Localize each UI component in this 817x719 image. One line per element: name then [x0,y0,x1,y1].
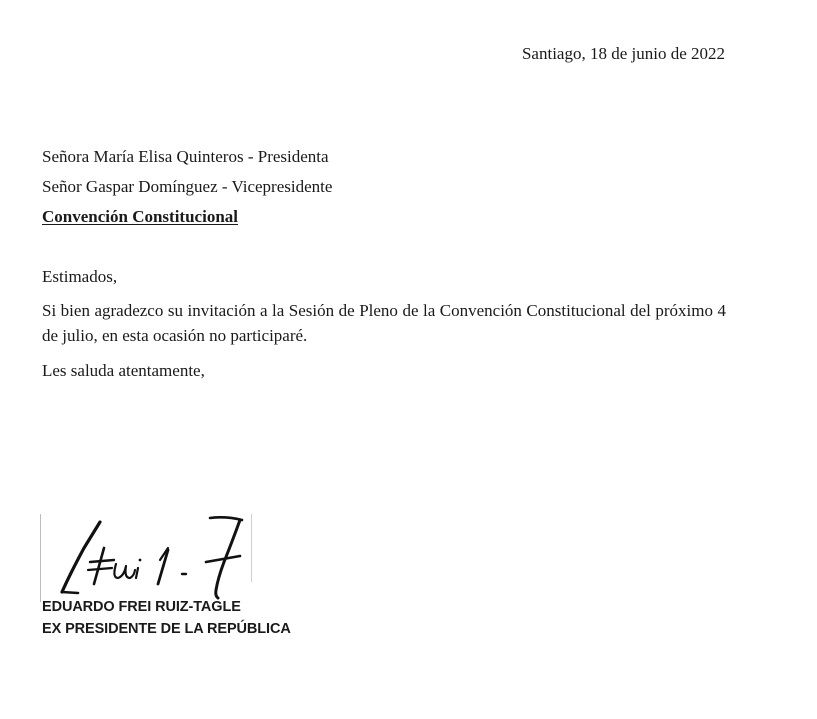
body-paragraph: Si bien agradezco su invitación a la Sesión de Pleno de la Convención Constitucional del próximo 4 de julio, en esta ocasión no participaré. [42,301,726,345]
addressee-organization: Convención Constitucional [42,207,238,226]
closing-line: Les saluda atentamente, [42,361,205,380]
signer-block [42,596,291,640]
date-line: Santiago, 18 de junio de 2022 [521,44,725,63]
greeting: Estimados, [42,267,118,286]
signer-title: EX PRESIDENTE DE LA REPÚBLICA [42,621,291,637]
signer-name: EDUARDO FREI RUIZ-TAGLE [42,599,241,615]
addressee-block [42,142,332,232]
signature-image [40,512,254,602]
addressee-line-vicepresident: Señor Gaspar Domínguez - Vicepresidente [42,177,333,196]
handwritten-signature-icon [40,512,254,602]
addressee-line-president: Señora María Elisa Quinteros - Presidenta [42,147,329,166]
letter-body [42,264,726,383]
